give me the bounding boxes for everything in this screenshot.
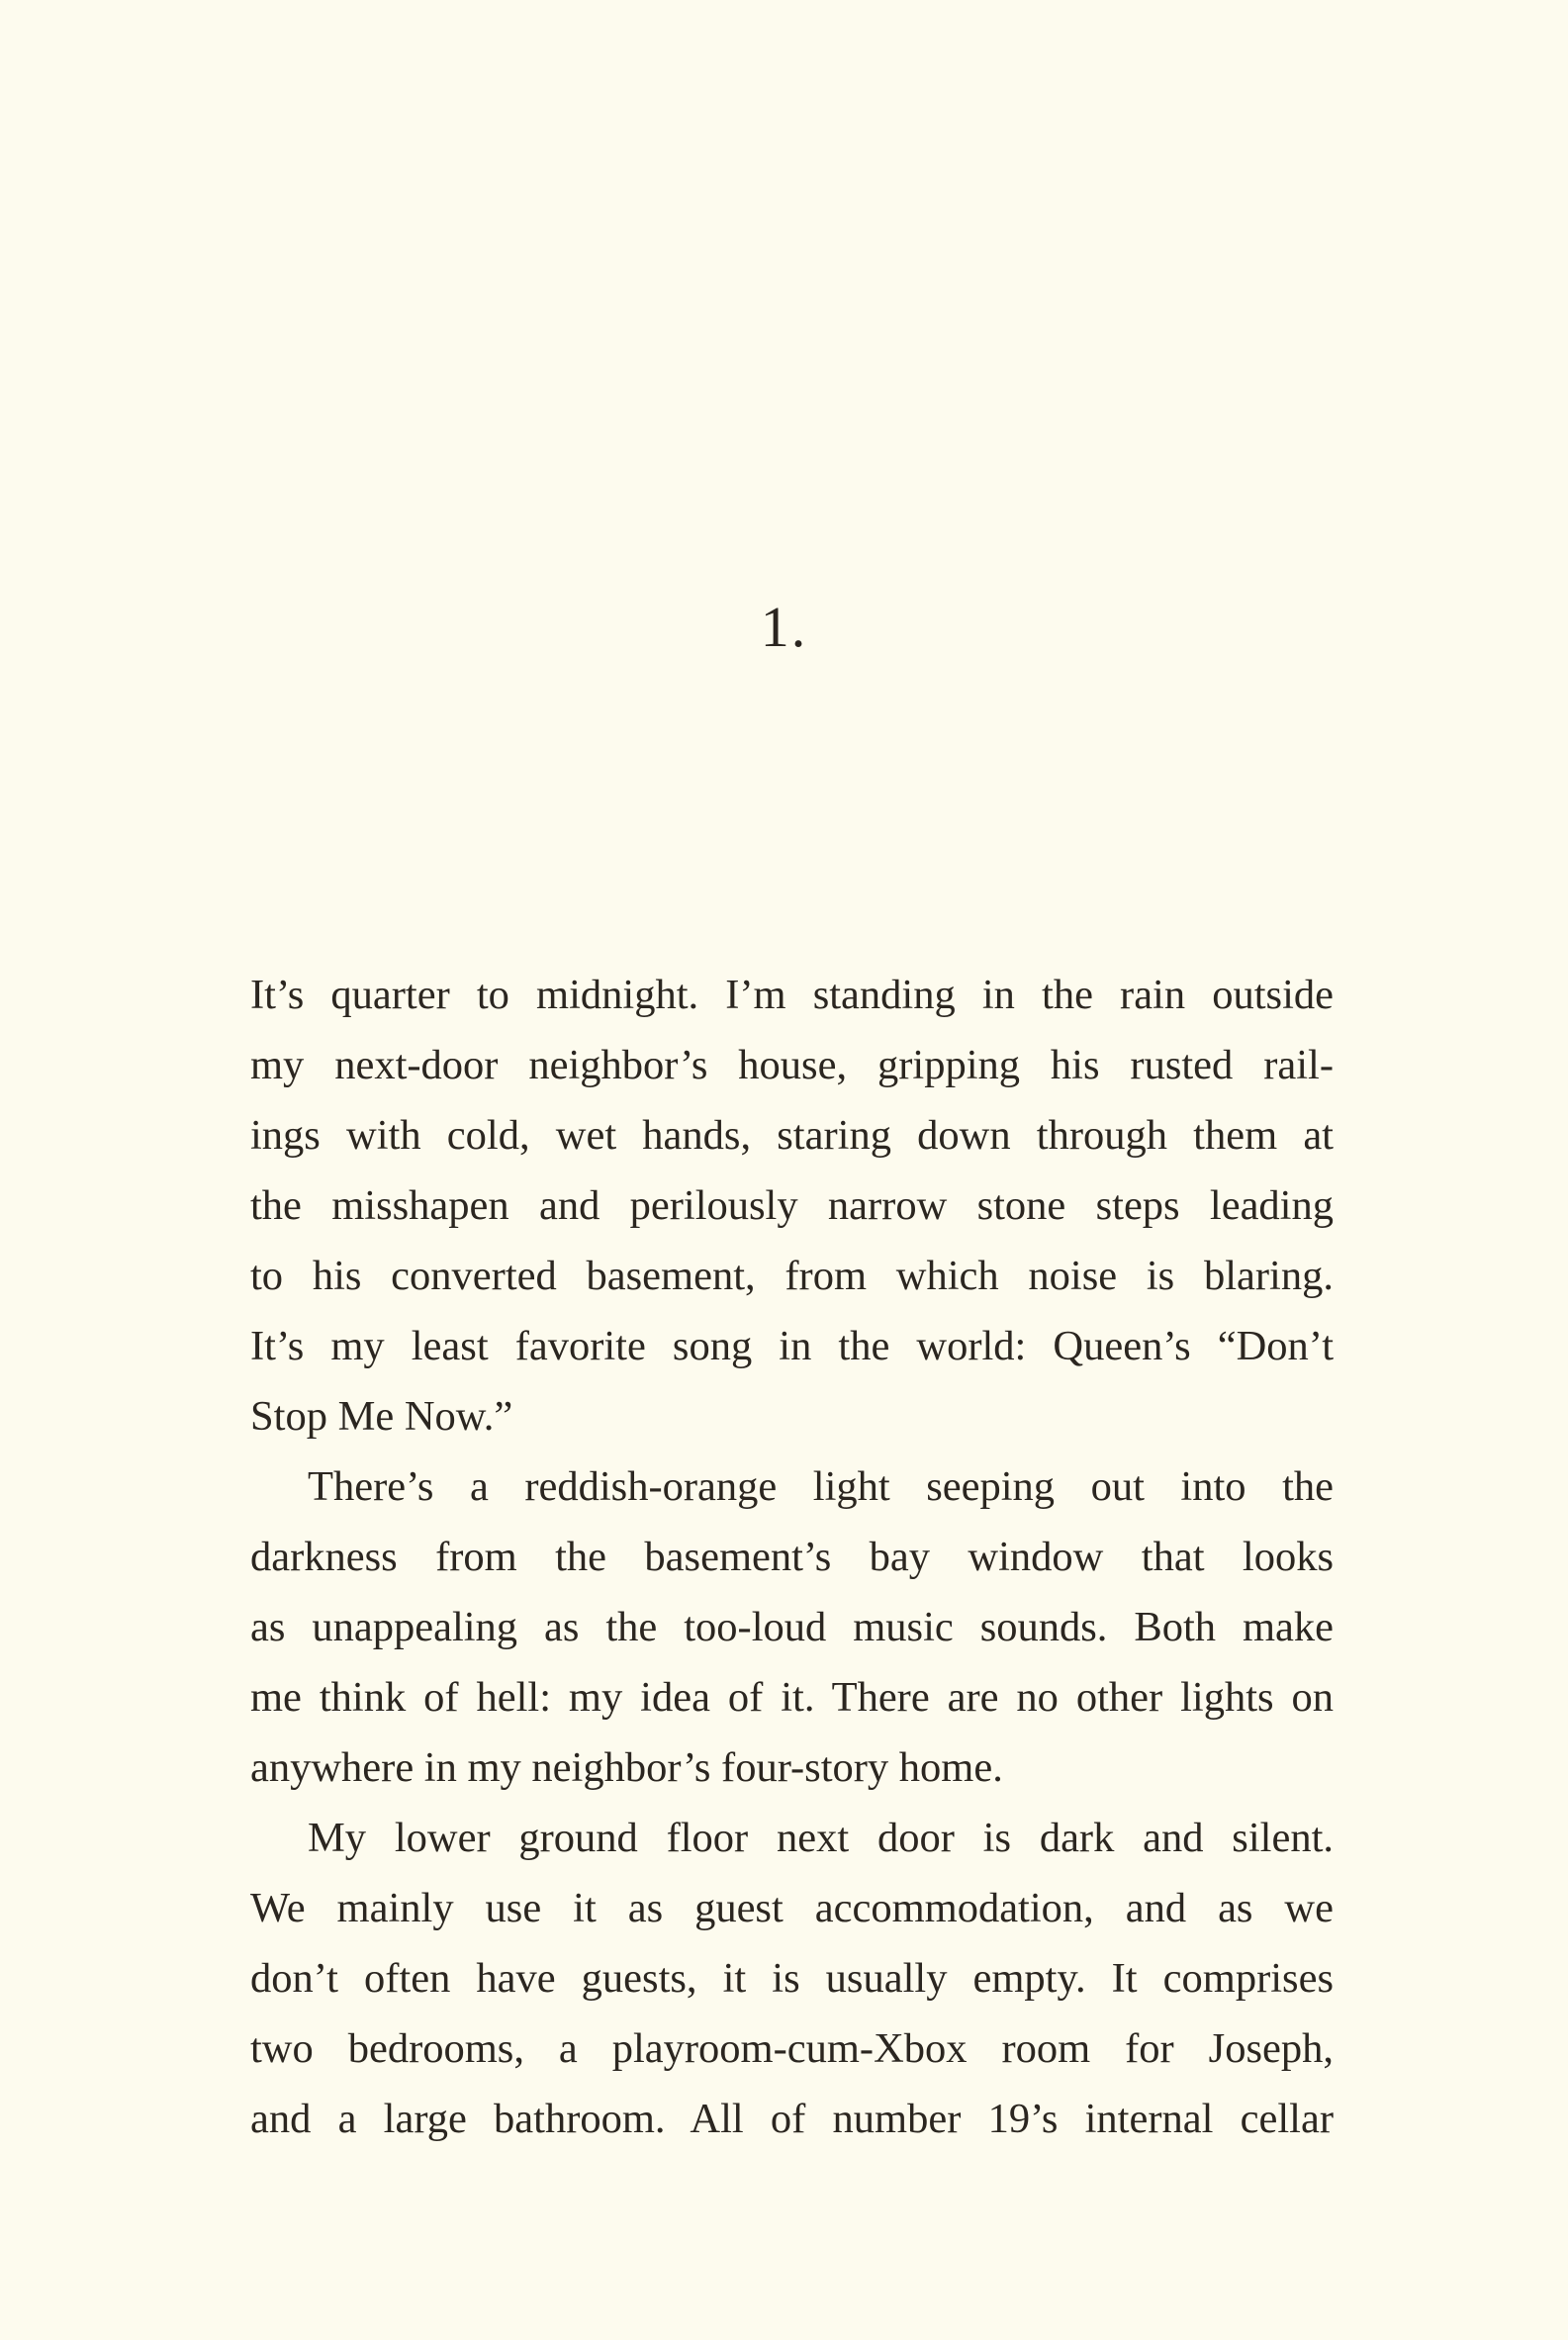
text-line: ings with cold, wet hands, staring down through them at <box>250 1112 1334 1159</box>
text-line: darkness from the basement’s bay window that looks <box>250 1534 1334 1580</box>
text-line: my next-door neighbor’s house, gripping his rusted rail- <box>250 1042 1334 1088</box>
text-line: My lower ground floor next door is dark and silent. <box>308 1815 1334 1861</box>
text-line: two bedrooms, a playroom-cum-Xbox room for Joseph, <box>250 2025 1334 2072</box>
text-line: me think of hell: my idea of it. There are no other lights on <box>250 1674 1334 1721</box>
chapter-number: 1. <box>760 595 808 659</box>
text-line: the misshapen and perilously narrow stone steps leading <box>250 1182 1334 1229</box>
text-line: Stop Me Now.” <box>250 1393 513 1440</box>
text-line: don’t often have guests, it is usually empty. It comprises <box>250 1955 1334 2002</box>
text-line: as unappealing as the too-loud music sounds. Both make <box>250 1604 1334 1650</box>
text-line: We mainly use it as guest accommodation, and as we <box>250 1885 1334 1931</box>
paragraph-3 <box>250 1803 1334 2154</box>
text-line: and a large bathroom. All of number 19’s internal cellar <box>250 2096 1334 2142</box>
text-line: There’s a reddish-orange light seeping out into the <box>308 1463 1334 1510</box>
paragraph-1 <box>250 960 1334 1451</box>
paragraph-2 <box>250 1451 1334 1803</box>
text-line: anywhere in my neighbor’s four-story home. <box>250 1744 1003 1791</box>
body-text <box>250 960 1334 2154</box>
text-line: It’s my least favorite song in the world: Queen’s “Don’t <box>250 1323 1334 1369</box>
text-line: It’s quarter to midnight. I’m standing in the rain outside <box>250 972 1334 1018</box>
text-line: to his converted basement, from which noise is blaring. <box>250 1253 1334 1299</box>
